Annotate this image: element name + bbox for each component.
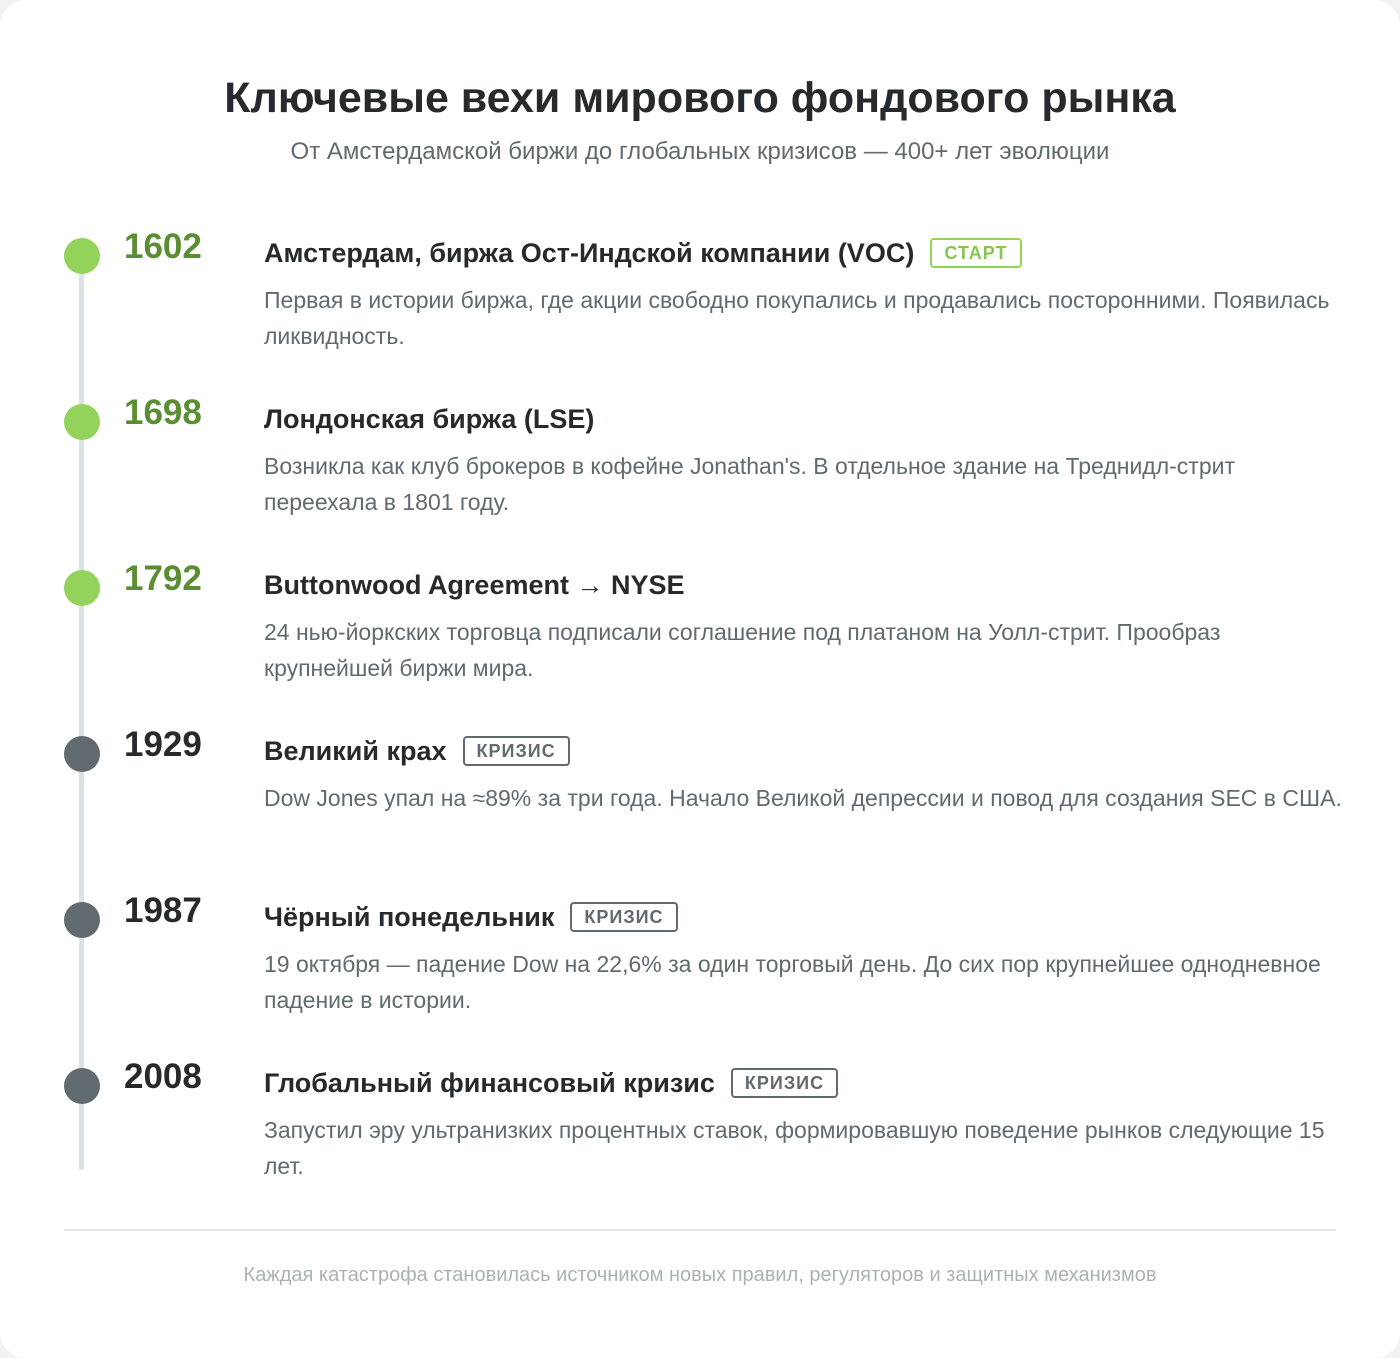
timeline-dot (64, 902, 100, 938)
timeline-event-1929 (0, 725, 1400, 874)
event-title: Великий крах (264, 736, 447, 766)
event-title: Лондонская биржа (LSE) (264, 404, 595, 434)
event-year: 1987 (124, 891, 202, 930)
event-description: Первая в истории биржа, где акции свободно покупались и продавались посторонними. Появилась ликвидность. (264, 287, 1330, 349)
event-heading (264, 1066, 838, 1100)
timeline-event-1698 (0, 393, 1400, 542)
timeline-dot (64, 1068, 100, 1104)
event-heading (264, 568, 685, 602)
timeline-event-1987 (0, 891, 1400, 1040)
crisis-badge: КРИЗИС (463, 736, 570, 766)
timeline-event-1602 (0, 227, 1400, 376)
event-description: Dow Jones упал на ≈89% за три года. Начало Великой депрессии и повод для создания SEC в США. (264, 785, 1342, 811)
event-year: 1602 (124, 227, 202, 266)
timeline-dot (64, 570, 100, 606)
event-heading (264, 734, 570, 768)
timeline-dot (64, 736, 100, 772)
crisis-badge: КРИЗИС (731, 1068, 838, 1098)
event-title: Амстердам, биржа Ост-Индской компании (VOC) (264, 238, 915, 268)
start-badge: СТАРТ (930, 238, 1021, 268)
page-title: Ключевые вехи мирового фондового рынка (224, 74, 1176, 122)
crisis-badge: КРИЗИС (570, 902, 677, 932)
timeline-event-1792 (0, 559, 1400, 708)
event-heading (264, 402, 594, 436)
event-description: 24 нью-йоркских торговца подписали соглашение под платаном на Уолл-стрит. Прообраз крупнейшей биржи мира. (264, 619, 1221, 681)
timeline-dot (64, 238, 100, 274)
event-title: Buttonwood Agreement → NYSE (264, 570, 685, 600)
footer-divider (64, 1229, 1336, 1231)
event-title: Глобальный финансовый кризис (264, 1068, 715, 1098)
event-year: 2008 (124, 1057, 202, 1096)
event-year: 1929 (124, 725, 202, 764)
event-description: 19 октября — падение Dow на 22,6% за один торговый день. До сих пор крупнейшее однодневное падение в истории. (264, 951, 1321, 1013)
event-heading (264, 900, 678, 934)
timeline-event-2008 (0, 1057, 1400, 1206)
event-year: 1792 (124, 559, 202, 598)
event-description: Запустил эру ультранизких процентных ставок, формировавшую поведение рынков следующие 15 лет. (264, 1117, 1325, 1179)
timeline-dot (64, 404, 100, 440)
page-subtitle: От Амстердамской биржи до глобальных кризисов — 400+ лет эволюции (290, 138, 1110, 165)
footer-note: Каждая катастрофа становилась источником новых правил, регуляторов и защитных механизмов (243, 1264, 1157, 1286)
event-title: Чёрный понедельник (264, 902, 555, 932)
event-year: 1698 (124, 393, 202, 432)
event-heading (264, 236, 1022, 270)
event-description: Возникла как клуб брокеров в кофейне Jonathan's. В отдельное здание на Треднидл-стрит переехала в 1801 году. (264, 453, 1235, 515)
